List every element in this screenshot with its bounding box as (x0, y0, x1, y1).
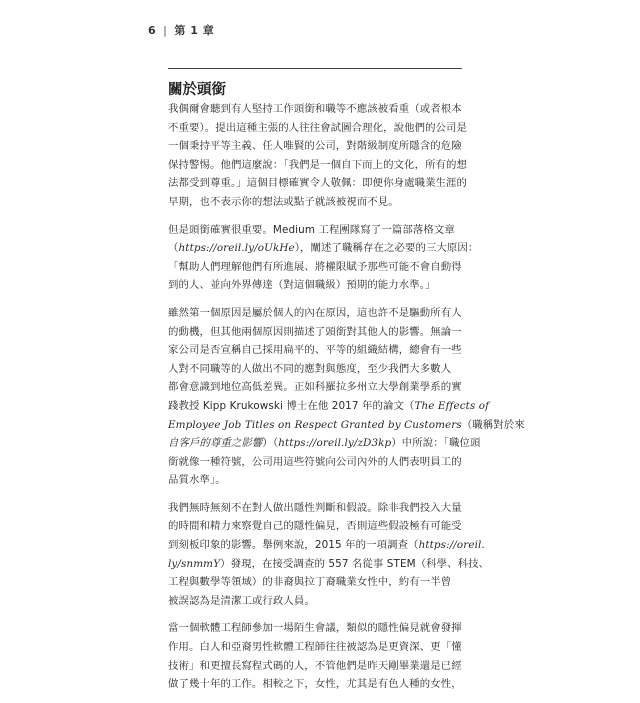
text-line (168, 397, 490, 416)
paragraph (168, 304, 525, 490)
text-line (168, 193, 462, 212)
italic-text: Employee Job Titles on Respect Granted by Customers (168, 418, 462, 431)
text-run: 品質水準」。 (168, 474, 226, 487)
text-line (168, 174, 468, 193)
text-line (168, 573, 462, 592)
text-run: 到刻板印象的影響。舉例來說，2015 年的一項調查（ (168, 539, 419, 552)
text-line (168, 517, 462, 536)
body-text (168, 100, 525, 703)
text-line (168, 156, 468, 175)
text-run: 銜就像一種符號，公司用這些符號向公司內外的人們表明員工的 (168, 455, 462, 468)
text-run: 雖然第一個原因是屬於個人的內在原因，這也許不是驅動所有人 (168, 306, 462, 319)
text-line (168, 304, 462, 323)
text-run: ），闡述了職稱存在之必要的三大原因： (294, 242, 479, 255)
text-run: ）中所說：「職位頭 (391, 437, 481, 450)
text-run: ）發現，在接受調查的 557 名從事 STEM（科學、科技、 (220, 557, 490, 570)
text-run: 當一個軟體工程師參加一場陌生會議，類似的隱性偏見就會發揮 (168, 622, 462, 635)
text-line (168, 555, 490, 574)
text-run: 作用。白人和亞裔男性軟體工程師往往被認為是更資深、更「懂 (168, 641, 462, 654)
text-run: 到的人、並向外界傳達（對這個職級）預期的能力水準。」 (168, 279, 436, 292)
text-run: 不重要）。提出這種主張的人往往會試圖合理化，說他們的公司是 (168, 121, 468, 134)
text-run: 家公司是否宣稱自己採用扁平的、平等的組織結構，總會有一些 (168, 344, 462, 357)
text-run: 我偶爾會聽到有人堅持工作頭銜和職等不應該被看重（或者根本 (168, 103, 462, 115)
text-line (168, 221, 462, 240)
section-rule (168, 68, 462, 69)
text-line (168, 657, 462, 676)
italic-text: The Effects of (414, 399, 490, 412)
text-line (168, 675, 462, 694)
text-line (168, 378, 462, 397)
italic-text: ly/snmmY (168, 557, 221, 570)
text-line (168, 360, 462, 379)
italic-text: https://oreil.ly/zD3kp (278, 437, 392, 450)
text-line (168, 341, 462, 360)
text-line (168, 119, 468, 138)
paragraph (168, 499, 490, 611)
text-line (168, 258, 462, 277)
text-line (168, 638, 462, 657)
text-run: 被誤認為是清潔工或行政人員。 (168, 594, 315, 607)
text-run: 技術」和更擅長寫程式碼的人，不管他們是昨天剛畢業還是已經 (168, 659, 462, 672)
paragraph (168, 619, 462, 693)
text-run: 法都受到尊重。」這個目標確實令人敬佩：即便你身處職業生涯的 (168, 177, 468, 190)
text-run: 「幫助人們理解他們有所進展、將權限賦予那些可能不會自動得 (168, 260, 462, 273)
text-run: 人對不同職等的人做出不同的應對與態度，至少我們大多數人 (168, 362, 452, 375)
text-line (168, 536, 485, 555)
text-line (168, 434, 481, 453)
text-run: 我們無時無刻不在對人做出隱性判斷和假設。除非我們投入大量 (168, 501, 462, 514)
text-run: 工程與數學等領域）的非裔與拉丁裔職業女性中，約有一半曾 (168, 576, 452, 589)
text-run: 一個秉持平等主義、任人唯賢的公司，對階級制度所隱含的危險 (168, 140, 462, 153)
text-line (168, 499, 462, 518)
text-run: ）（ (262, 437, 279, 450)
text-run: 但是頭銜確實很重要。Medium 工程團隊寫了一篇部落格文章 (168, 223, 455, 236)
text-run: 早期，也不表示你的想法或點子就該被視而不見。 (168, 195, 399, 208)
chapter-label: 第 1 章 (174, 24, 215, 37)
paragraph (168, 100, 468, 212)
text-line (168, 592, 462, 611)
text-line (168, 100, 462, 119)
text-run: 做了幾十年的工作。相較之下，女性，尤其是有色人種的女性， (168, 678, 462, 691)
text-line (168, 453, 462, 472)
header-separator: | (163, 24, 168, 37)
italic-text: 自客戶的尊重之影響 (168, 437, 263, 450)
italic-text: https://oreil. (418, 539, 485, 552)
section-title: 關於頭銜 (168, 82, 226, 98)
text-line (168, 239, 479, 258)
paragraph (168, 221, 479, 295)
text-line (168, 619, 462, 638)
page-number: 6 (148, 24, 157, 37)
text-run: 的動機，但其他兩個原因則描述了頭銜對其他人的影響。無論一 (168, 325, 462, 338)
text-line (168, 323, 462, 342)
running-head (148, 22, 214, 38)
text-line (168, 471, 462, 490)
text-run: （ (168, 242, 179, 255)
text-line (168, 137, 462, 156)
text-line (168, 416, 525, 435)
italic-text: https://oreil.ly/oUkHe (178, 242, 295, 255)
text-run: 踐教授 Kipp Krukowski 博士在他 2017 年的論文（ (168, 399, 415, 412)
text-line (168, 276, 462, 295)
text-run: （職稱對於來 (461, 418, 525, 431)
text-run: 的時間和精力來察覺自己的隱性偏見，否則這些假設極有可能受 (168, 520, 462, 533)
text-run: 保持警惕。他們這麼說：「我們是一個自下而上的文化，所有的想 (168, 158, 468, 171)
text-run: 都會意識到地位高低差異。正如科羅拉多州立大學創業學系的實 (168, 381, 462, 394)
